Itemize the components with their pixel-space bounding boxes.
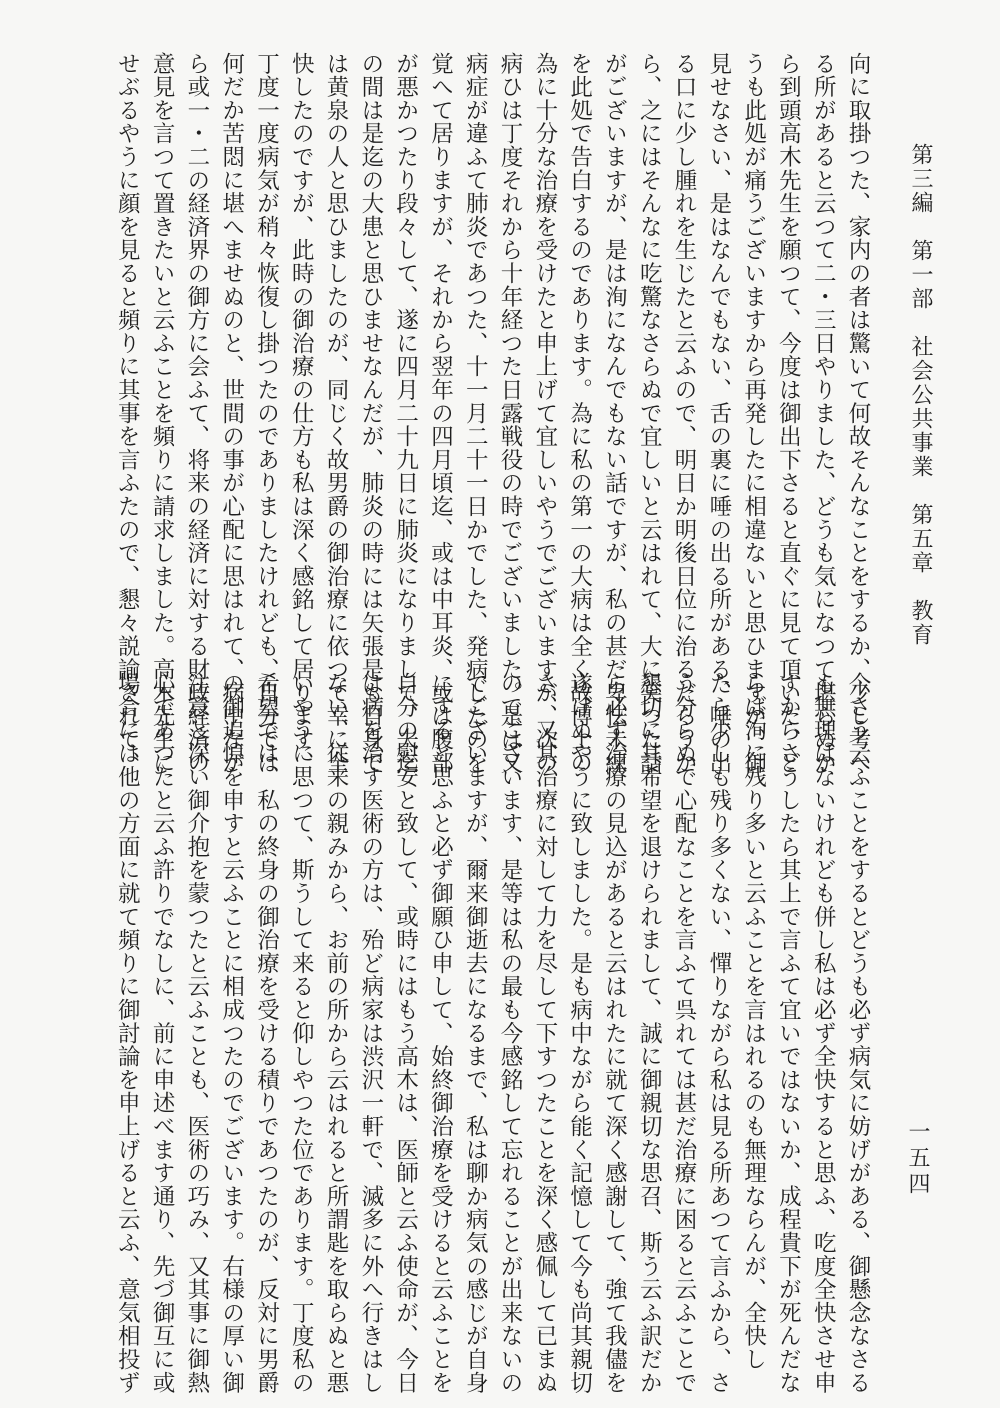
- text-column: ら或一・二の経済界の御方に会ふて、将来の経済に対する財政経済の: [183, 52, 210, 775]
- text-column: 丁度一度病気が稍々恢復し掛つたのでありましたけれども、自分では: [253, 52, 280, 775]
- text-column: 意見を言つて置きたいと云ふことを頻りに請求しました。高木先生に: [149, 52, 176, 775]
- text-column: ない、従来の親みから、お前の所から云はれると所謂匙を取らぬと悪: [323, 672, 350, 1395]
- text-column: 場合には他の方面に就て頻りに御討論を申上げると云ふ、意気相投ず: [114, 672, 141, 1395]
- text-column: 快したのですが、此時の御治療の仕方も私は深く感銘して居ります、: [288, 52, 315, 775]
- text-column: のでございます、是等は私の最も今感銘して忘れることが出来ないの: [497, 672, 524, 1395]
- text-column: らば洵に残り多いと云ふことを言はれるのも無理ならんが、全快し: [740, 672, 767, 1371]
- text-column: る口に少し腫れを生じたと云ふので、明日か明後日位に治るだらうか: [671, 52, 698, 775]
- text-column: さ、又其治療に対して力を尽して下すつたことを深く感佩して已まぬ: [531, 672, 558, 1395]
- text-column: 向に取掛つた、家内の者は驚いて何故そんなことをするか、少し考へ: [845, 52, 871, 775]
- text-column: ら、之にはそんなに吃驚なさらぬで宜しいと云はれて、大に笑つた話: [636, 52, 663, 775]
- text-column: でございますが、爾来御逝去になるまで、私は聊か病気の感じが自身: [462, 672, 489, 1395]
- text-column: がございますが、是は洵になんでもない話ですが、私の甚だ卑怯未練: [601, 52, 628, 775]
- text-column: 為に十分な治療を受けたと申上げて宜しいやうでございますが、次の: [531, 52, 558, 775]
- text-column: 病ひは丁度それから十年経つた日露戦役の時でございました。是は又: [497, 52, 524, 775]
- text-column: ら到頭高木先生を願つて、今度は御出下さると直ぐに見て頂いた、ど: [775, 52, 802, 775]
- text-column: 注意と深い御介抱を蒙つたと云ふことも、医術の巧み、又其事に御熱: [183, 672, 210, 1395]
- text-column: 病症が違ふて肺炎であつた、十一月二十一日かでした、発病したのを: [462, 52, 489, 775]
- text-column: う分らぬで心配なことを言ふて呉れては甚だ治療に困ると云ふことで: [671, 672, 698, 1395]
- lower-text-block: [60, 672, 875, 1395]
- text-column: が悪かつたり段々して、遂に四月二十九日に肺炎になりまして、夫迄: [392, 52, 419, 775]
- upper-text-block: [60, 52, 875, 775]
- text-column: ら必ず治療の見込があると云はれたに就て深く感謝して、強て我儘を: [601, 672, 628, 1395]
- text-column: せぶるやうに顔を見ると頻りに其事を言ふたので、懇々説諭されて、: [114, 52, 141, 775]
- text-column: 希望では、私の終身の御治療を受ける積りであつたのが、反対に男爵: [253, 672, 280, 1395]
- text-column: を此処で告白するのであります。為に私の第一の大病は全く故博士の: [566, 52, 593, 775]
- text-column: 何だか苦悶に堪へませぬのと、世間の事が心配に思はれて、病中なが: [218, 52, 245, 775]
- running-head: 第三編 第一部 社会公共事業 第五章 教育: [908, 143, 933, 647]
- text-column: にすると思ふと必ず御願ひ申して、始終御治療を受けると云ふことを: [427, 672, 454, 1395]
- text-column: の間は是迄の大患と思ひませなんだが、肺炎の時には矢張是も自身で: [357, 52, 384, 775]
- text-column: は病を治す医術の方は、殆ど病家は渋沢一軒で、滅多に外へ行きはし: [357, 672, 384, 1395]
- text-column: 自分の慰安と致して、或時にはもう高木は、医師と云ふ使命が、今日: [392, 672, 419, 1395]
- text-column: うも此処が痛うございますから再発したに相違ないと思ひますが、御: [740, 52, 767, 775]
- text-column: 懇切に其希望を退けられまして、誠に御親切な思召、斯う云ふ訳だか: [636, 672, 663, 1395]
- text-column: る所があると云つて二・三日やりました、どうも気になつて堪らぬか: [810, 52, 837, 775]
- text-column: すからさうしたら其上で言ふて宜いではないか、成程貴下が死んだな: [775, 672, 802, 1395]
- text-column: いやうに思つて、斯うして来ると仰しやつた位であります。丁度私の: [288, 672, 315, 1395]
- text-column: 心であつたと云ふ許りでなしに、前に申述べます通り、先づ御互に或: [149, 672, 176, 1395]
- text-column: 覚へて居りますが、それから翌年の四月頃迄、或は中耳炎、或は腹部: [427, 52, 454, 775]
- page-number: 一五四: [905, 1120, 930, 1198]
- text-column: は黄泉の人と思ひましたのが、同じく故男爵の御治療に依つて幸に全: [323, 52, 350, 775]
- text-column: 今さう云ふことをするとどうも必ず病気に妨げがある、御懸念なさる: [845, 672, 871, 1395]
- text-column: 遂げぬやうに致しました。是も病中ながら能く記憶して今も尚其親切: [566, 672, 593, 1395]
- text-column: の御追悼を申すと云ふことに相成つたのでございます。右様の厚い御: [218, 672, 245, 1395]
- text-column: 見せなさい、是はなんでもない、舌の裏に唾の出る所がある、唾の出: [705, 52, 732, 775]
- text-column: も無理はないけれども併し私は必ず全快すると思ふ、吃度全快させ申: [810, 672, 837, 1395]
- text-column: たら少しも残り多くない、憚りながら私は見る所あつて言ふから、さ: [705, 672, 732, 1395]
